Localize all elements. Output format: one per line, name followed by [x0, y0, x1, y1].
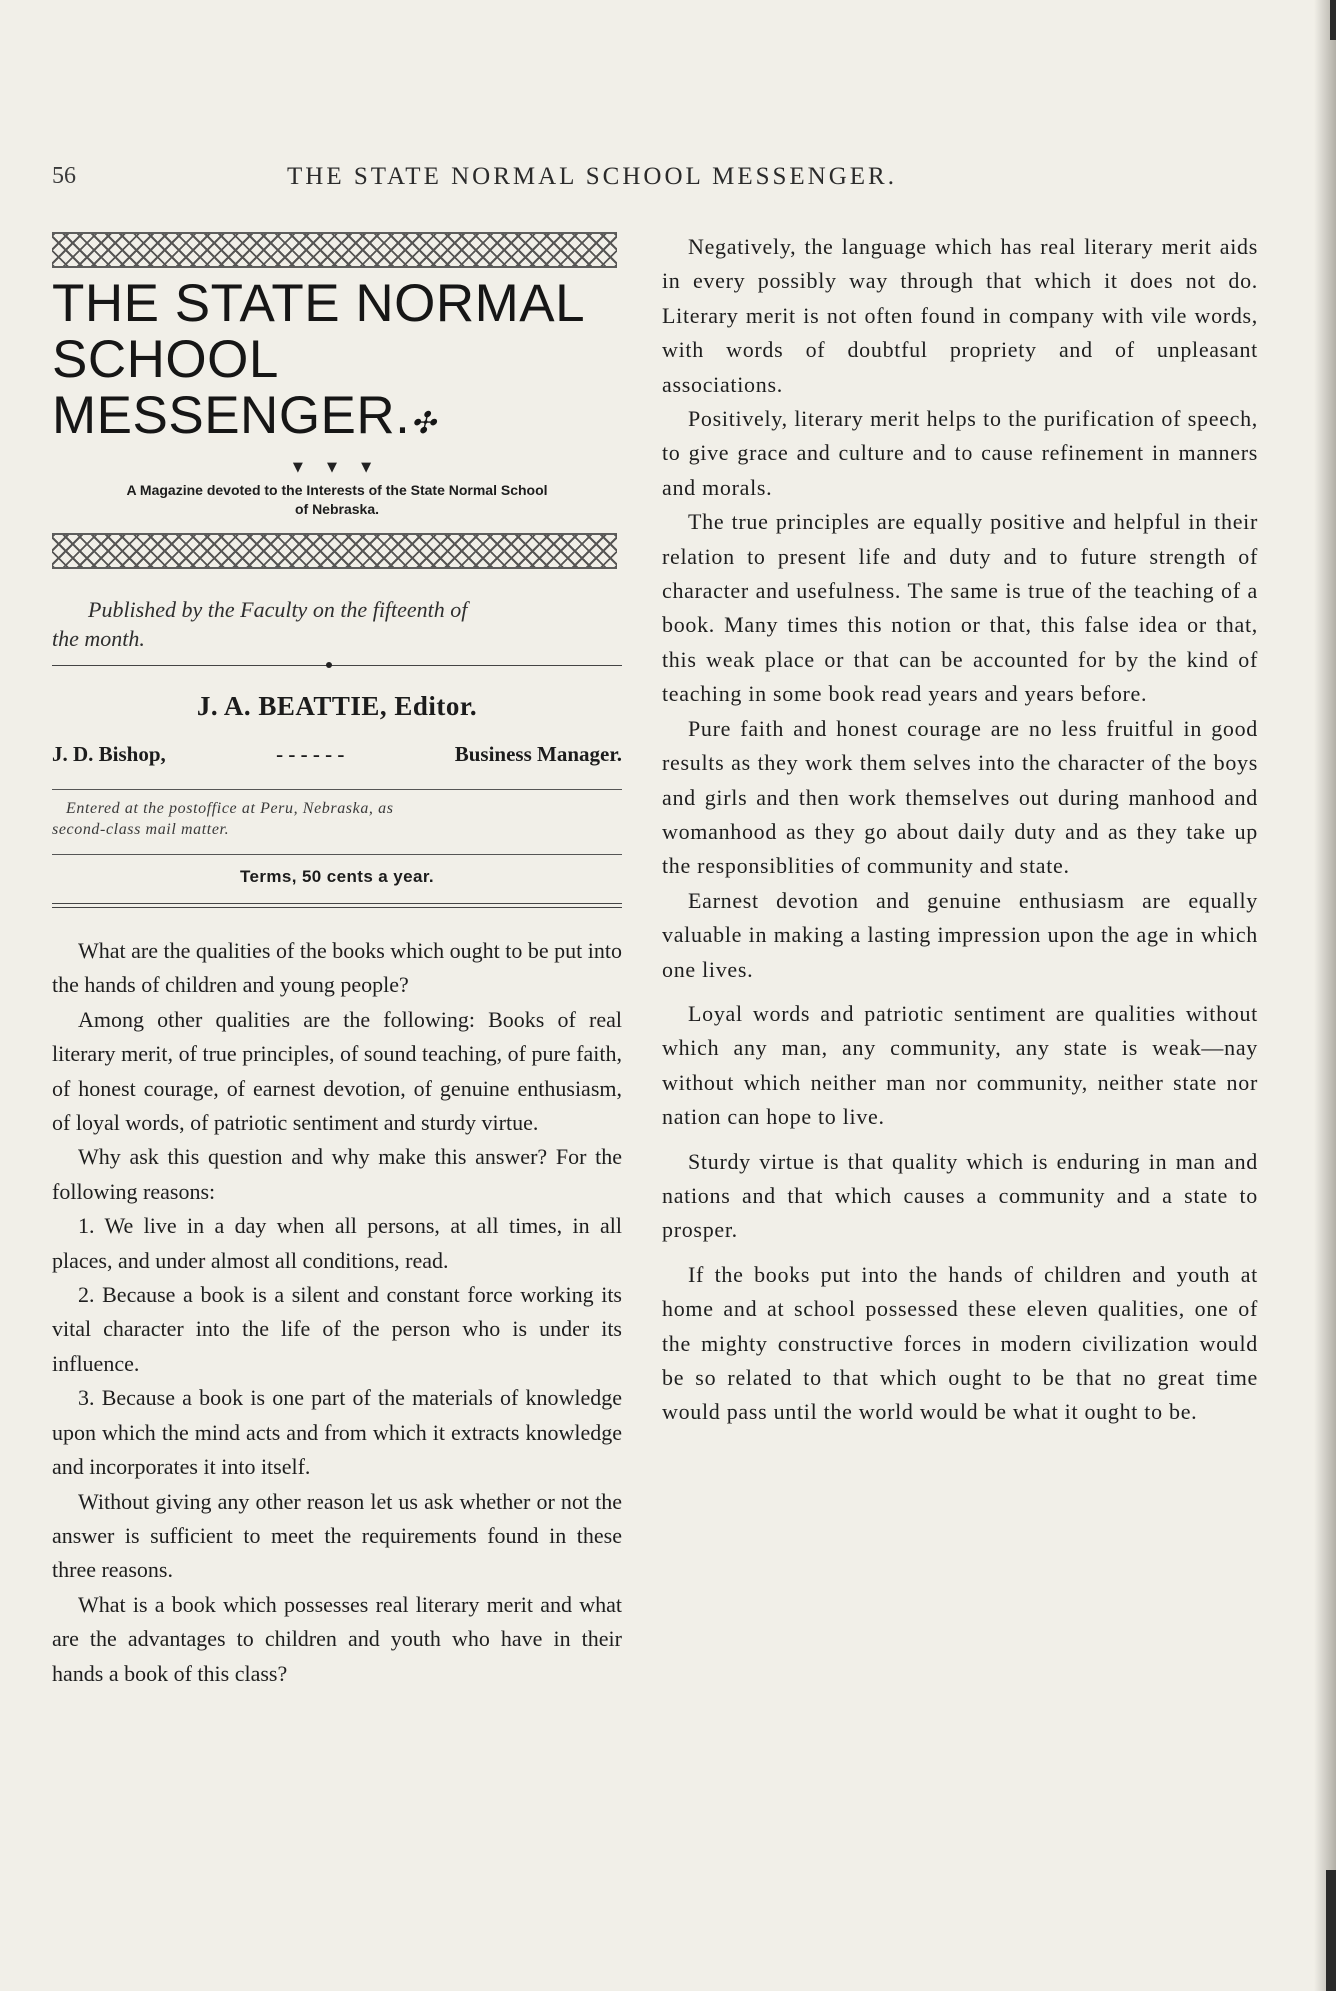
paragraph: If the books put into the hands of children and youth at home and at school possessed these eleven qualities, one of the mighty constructive forces in modern civilization would be so related to that which ought to be that no great time would pass until the world would be what it ought to be.: [662, 1261, 1258, 1425]
paragraph: 1. We live in a day when all persons, at all times, in all places, and under almost all conditions, read.: [52, 1213, 622, 1273]
entered-line1: Entered at the postoffice at Peru, Nebraska, as: [66, 800, 394, 817]
running-head: [52, 163, 1252, 203]
running-title: THE STATE NORMAL SCHOOL MESSENGER.: [287, 163, 897, 190]
manager-title: Business Manager.: [454, 742, 622, 766]
ornament-band-bottom: [52, 533, 617, 569]
published-line1: Published by the Faculty on the fifteenth of: [88, 597, 468, 622]
manager-line: [52, 742, 622, 767]
published-note: [52, 595, 622, 653]
masthead-subtitle-line1: A Magazine devoted to the Interests of the State Normal School: [126, 482, 548, 498]
paragraph: Without giving any other reason let us ask whether or not the answer is sufficient to meet the requirements found in these three reasons.: [52, 1488, 622, 1583]
masthead-subtitle: [52, 481, 622, 519]
terms-line: Terms, 50 cents a year.: [239, 867, 435, 886]
paragraph: What are the qualities of the books which ought to be put into the hands of children and young people?: [52, 938, 622, 998]
page-edge-dark-bottom: [1326, 1870, 1336, 1991]
paragraph: 2. Because a book is a silent and constant force working its vital character into the life of the person who is under its influence.: [52, 1282, 622, 1376]
triangle-ornament: ▼ ▼ ▼: [292, 460, 382, 475]
ornament-band-top: [52, 232, 617, 268]
paragraph: Why ask this question and why make this answer? For the following reasons:: [52, 1144, 622, 1204]
paragraph: Positively, literary merit helps to the purification of speech, to give grace and culture and to cause refinement in manners and morals.: [662, 406, 1258, 500]
page-edge-dark-top: [1330, 0, 1336, 40]
divider-dot-rule: [52, 661, 622, 671]
page-edge-shadow: [1314, 0, 1336, 1991]
published-line2: the month.: [52, 626, 145, 651]
divider-rule: [52, 789, 622, 790]
divider-rule: [52, 854, 622, 855]
paragraph: Negatively, the language which has real literary merit aids in every possibly way through that which it does not do. Literary merit is not often found in company with vile words, with words of doubtful propriety and of unpleasant associations.: [662, 234, 1258, 397]
left-body-text: [52, 934, 622, 1691]
masthead-title-line1: THE STATE NORMAL: [52, 274, 586, 333]
paragraph: Earnest devotion and genuine enthusiasm are equally valuable in making a lasting impression upon the age in which one lives.: [662, 887, 1258, 982]
paragraph: The true principles are equally positive and helpful in their relation to present life and duty and to future strength of character and usefulness. The same is true of the teaching of a book. Many times this notion or that, this false idea or that, this weak place or that can be accounted for by the kind of teaching in some book read years and years before.: [662, 509, 1258, 707]
masthead-title-line2: SCHOOL MESSENGER.: [52, 330, 411, 445]
editor-line: J. A. BEATTIE, Editor.: [196, 691, 478, 721]
entered-line2: second-class mail matter.: [52, 821, 230, 838]
manager-dashes: - - - - - -: [276, 742, 345, 766]
double-divider-rule: [52, 903, 622, 908]
masthead-subtitle-line2: of Nebraska.: [294, 501, 380, 517]
manager-name: J. D. Bishop,: [52, 742, 166, 766]
paragraph: Among other qualities are the following: Books of real literary merit, of true principles, of sound teaching, of pure faith, of honest courage, of earnest devotion, of genuine enthusiasm, of loyal words, of patriotic sentiment and sturdy virtue.: [52, 1006, 622, 1136]
paragraph: What is a book which possesses real literary merit and what are the advantages to children and youth who have in their hands a book of this class?: [52, 1591, 622, 1686]
paragraph: Sturdy virtue is that quality which is enduring in man and nations and that which causes a community and a state to prosper.: [662, 1148, 1258, 1243]
paragraph: Loyal words and patriotic sentiment are qualities without which any man, any community, any state is weak—nay without which neither man nor community, neither state nor nation can hope to live.: [662, 1000, 1258, 1130]
paragraph: Pure faith and honest courage are no less fruitful in good results as they work them selves into the character of the boys and girls and then work themselves out during manhood and womanhood as they go about daily duty and as they take up the responsiblities of community and state.: [662, 715, 1258, 879]
left-column: [52, 232, 622, 1691]
right-body-text: [662, 230, 1258, 1430]
right-column: [662, 230, 1258, 1430]
leaf-ornament-icon: ✣: [410, 407, 437, 440]
masthead-title: [52, 276, 622, 452]
paragraph: 3. Because a book is one part of the materials of knowledge upon which the mind acts and from which it extracts knowledge and incorporates it into itself.: [52, 1385, 622, 1480]
page-number: 56: [52, 163, 76, 189]
entered-note: [52, 798, 622, 840]
